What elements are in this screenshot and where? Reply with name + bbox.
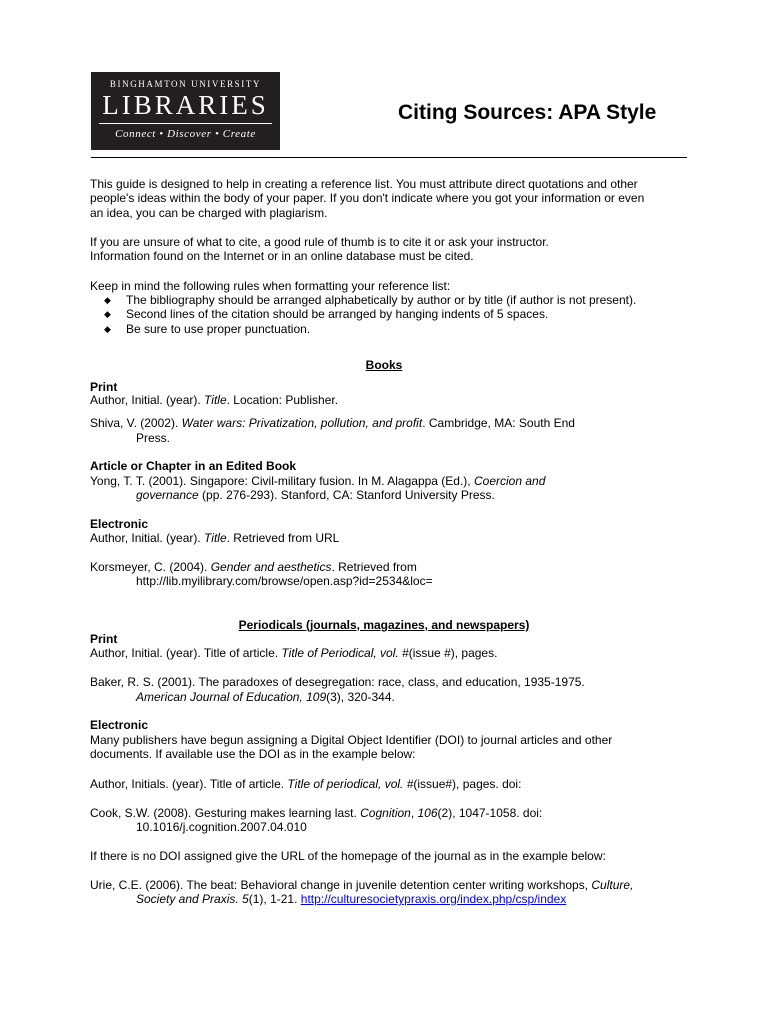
doi-intro-line-1: Many publishers have begun assigning a Digital Object Identifier (DOI) to journal articles and other bbox=[90, 733, 613, 747]
url-example-line2: Society and Praxis. 5(1), 1-21. http://culturesocietypraxis.org/index.php/csp/index bbox=[136, 892, 567, 906]
doi-example: Cook, S.W. (2008). Gesturing makes learning last. Cognition, 106(2), 1047-1058. doi: bbox=[90, 806, 543, 820]
bullet-icon: ◆ bbox=[104, 309, 111, 319]
bullet-icon: ◆ bbox=[104, 324, 111, 334]
chapter-label: Article or Chapter in an Edited Book bbox=[90, 459, 297, 473]
periodicals-print-format: Author, Initial. (year). Title of article. Title of Periodical, vol. #(issue #), pages. bbox=[90, 646, 498, 660]
intro-line-2: people's ideas within the body of your paper. If you don't indicate where you got your information or even bbox=[90, 191, 645, 205]
logo-university: BINGHAMTON UNIVERSITY bbox=[109, 79, 262, 89]
binghamton-libraries-logo bbox=[91, 72, 280, 150]
books-electronic-label: Electronic bbox=[90, 517, 149, 531]
books-print-example: Shiva, V. (2002). Water wars: Privatization, pollution, and profit. Cambridge, MA: South End bbox=[90, 416, 575, 430]
doi-example-line2: 10.1016/j.cognition.2007.04.010 bbox=[136, 820, 307, 834]
logo-rule bbox=[99, 123, 272, 124]
books-electronic-example: Korsmeyer, C. (2004). Gender and aesthetics. Retrieved from bbox=[90, 560, 417, 574]
books-print-label: Print bbox=[90, 380, 118, 394]
no-doi-note: If there is no DOI assigned give the URL of the homepage of the journal as in the example below: bbox=[90, 849, 606, 863]
cite-rule-line-1: If you are unsure of what to cite, a good rule of thumb is to cite it or ask your instructor. bbox=[90, 235, 549, 249]
books-print-example-line2: Press. bbox=[136, 431, 171, 445]
rules-intro: Keep in mind the following rules when formatting your reference list: bbox=[90, 279, 451, 293]
rule-bullet-2: Second lines of the citation should be arranged by hanging indents of 5 spaces. bbox=[126, 307, 549, 321]
books-print-format: Author, Initial. (year). Title. Location: Publisher. bbox=[90, 393, 339, 407]
intro-line-1: This guide is designed to help in creating a reference list. You must attribute direct quotations and other bbox=[90, 177, 638, 191]
rule-bullet-3: Be sure to use proper punctuation. bbox=[126, 322, 311, 336]
page-title: Citing Sources: APA Style bbox=[398, 101, 657, 124]
periodicals-electronic-label: Electronic bbox=[90, 718, 149, 732]
books-electronic-format: Author, Initial. (year). Title. Retrieved from URL bbox=[90, 531, 340, 545]
logo-tagline: Connect • Discover • Create bbox=[115, 128, 256, 140]
intro-line-3: an idea, you can be charged with plagiarism. bbox=[90, 206, 328, 220]
rule-bullet-1: The bibliography should be arranged alphabetically by author or by title (if author is not present). bbox=[126, 293, 637, 307]
cite-rule-line-2: Information found on the Internet or in an online database must be cited. bbox=[90, 249, 474, 263]
url-example: Urie, C.E. (2006). The beat: Behavioral change in juvenile detention center writing workshops, Culture, bbox=[90, 878, 634, 892]
periodicals-print-label: Print bbox=[90, 632, 118, 646]
books-heading: Books bbox=[365, 358, 403, 372]
periodicals-print-example-line2: American Journal of Education, 109(3), 320-344. bbox=[136, 690, 395, 704]
periodicals-electronic-format: Author, Initials. (year). Title of article. Title of periodical, vol. #(issue#), pages. doi: bbox=[90, 777, 522, 791]
doi-intro-line-2: documents. If available use the DOI as in the example below: bbox=[90, 747, 416, 761]
logo-libraries: LIBRARIES bbox=[102, 90, 269, 120]
books-electronic-example-line2: http://lib.myilibrary.com/browse/open.asp?id=2534&loc= bbox=[136, 574, 433, 588]
periodicals-heading: Periodicals (journals, magazines, and newspapers) bbox=[238, 618, 530, 632]
bullet-icon: ◆ bbox=[104, 295, 111, 305]
journal-homepage-link[interactable]: http://culturesocietypraxis.org/index.php/csp/index bbox=[300, 892, 567, 906]
chapter-example-line2: governance (pp. 276-293). Stanford, CA: Stanford University Press. bbox=[136, 488, 495, 502]
periodicals-print-example: Baker, R. S. (2001). The paradoxes of desegregation: race, class, and education, 1935-1975. bbox=[90, 675, 585, 689]
chapter-example: Yong, T. T. (2001). Singapore: Civil-military fusion. In M. Alagappa (Ed.), Coercion and bbox=[90, 474, 546, 488]
title-divider bbox=[91, 157, 687, 158]
